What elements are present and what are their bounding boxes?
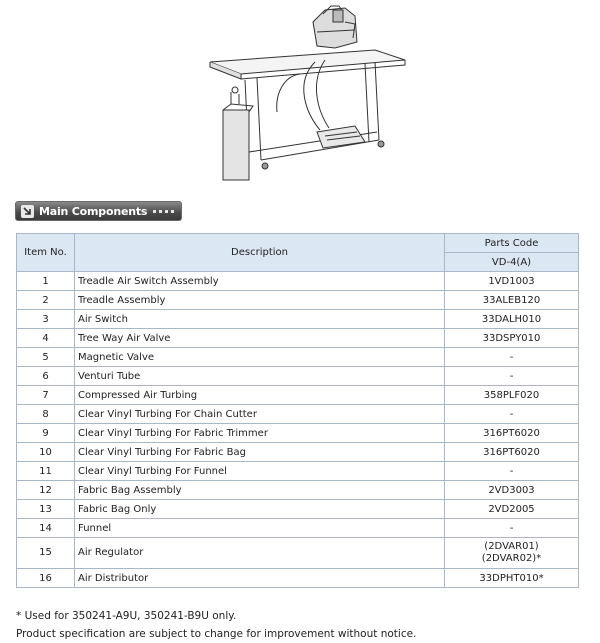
table-row — [17, 424, 579, 443]
header-decoration — [153, 210, 174, 213]
table-row — [17, 367, 579, 386]
item-parts-code: 358PLF020 — [445, 386, 579, 405]
table-row — [17, 538, 579, 569]
header-parts-code: Parts Code — [445, 234, 579, 253]
item-description: Magnetic Valve — [75, 348, 445, 367]
item-number: 1 — [17, 272, 75, 291]
item-number: 12 — [17, 481, 75, 500]
table-body — [17, 272, 579, 588]
item-description: Tree Way Air Valve — [75, 329, 445, 348]
header-model: VD-4(A) — [445, 253, 579, 272]
item-number: 11 — [17, 462, 75, 481]
item-description: Compressed Air Turbing — [75, 386, 445, 405]
item-parts-code: - — [445, 367, 579, 386]
footnotes — [16, 607, 416, 643]
parts-code-line: (2DVAR01) — [484, 541, 539, 552]
parts-code-line: (2DVAR02)* — [481, 553, 542, 564]
item-parts-code — [445, 538, 579, 569]
item-number: 8 — [17, 405, 75, 424]
item-parts-code: 316PT6020 — [445, 443, 579, 462]
sewing-machine-stand-illustration — [205, 2, 420, 190]
item-number: 2 — [17, 291, 75, 310]
table-row — [17, 329, 579, 348]
item-number: 3 — [17, 310, 75, 329]
header-item-no: Item No. — [17, 234, 75, 272]
item-parts-code: 33ALEB120 — [445, 291, 579, 310]
item-description: Treadle Assembly — [75, 291, 445, 310]
section-title: Main Components — [39, 204, 148, 218]
item-parts-code: 33DPHT010* — [445, 569, 579, 588]
item-number: 7 — [17, 386, 75, 405]
table-row — [17, 569, 579, 588]
table-row — [17, 386, 579, 405]
header-description: Description — [75, 234, 445, 272]
table-row — [17, 272, 579, 291]
table-row — [17, 291, 579, 310]
item-number: 4 — [17, 329, 75, 348]
table-row — [17, 481, 579, 500]
parts-table — [16, 233, 579, 588]
item-parts-code: 33DSPY010 — [445, 329, 579, 348]
table-row — [17, 500, 579, 519]
item-parts-code: - — [445, 405, 579, 424]
item-parts-code: - — [445, 348, 579, 367]
table-row — [17, 462, 579, 481]
item-description: Venturi Tube — [75, 367, 445, 386]
item-description: Clear Vinyl Turbing For Funnel — [75, 462, 445, 481]
item-description: Treadle Air Switch Assembly — [75, 272, 445, 291]
item-number: 14 — [17, 519, 75, 538]
item-number: 15 — [17, 538, 75, 569]
item-description: Clear Vinyl Turbing For Fabric Bag — [75, 443, 445, 462]
item-description: Fabric Bag Only — [75, 500, 445, 519]
item-number: 5 — [17, 348, 75, 367]
item-number: 6 — [17, 367, 75, 386]
item-description: Funnel — [75, 519, 445, 538]
item-description: Air Switch — [75, 310, 445, 329]
footnote-disclaimer: Product specification are subject to change for improvement without notice. — [16, 628, 417, 640]
item-description: Fabric Bag Assembly — [75, 481, 445, 500]
item-parts-code: 316PT6020 — [445, 424, 579, 443]
item-parts-code: - — [445, 519, 579, 538]
item-parts-code: 33DALH010 — [445, 310, 579, 329]
table-row — [17, 443, 579, 462]
item-description: Clear Vinyl Turbing For Chain Cutter — [75, 405, 445, 424]
item-parts-code: 2VD3003 — [445, 481, 579, 500]
footnote-usage: * Used for 350241-A9U, 350241-B9U only. — [16, 610, 237, 622]
item-description: Air Regulator — [75, 538, 445, 569]
table-row — [17, 310, 579, 329]
item-number: 9 — [17, 424, 75, 443]
item-number: 13 — [17, 500, 75, 519]
item-parts-code: - — [445, 462, 579, 481]
table-row — [17, 405, 579, 424]
table-row — [17, 519, 579, 538]
item-number: 16 — [17, 569, 75, 588]
item-number: 10 — [17, 443, 75, 462]
arrow-down-right-icon — [21, 205, 34, 218]
item-description: Air Distributor — [75, 569, 445, 588]
item-parts-code: 2VD2005 — [445, 500, 579, 519]
item-description: Clear Vinyl Turbing For Fabric Trimmer — [75, 424, 445, 443]
table-row — [17, 348, 579, 367]
item-parts-code: 1VD1003 — [445, 272, 579, 291]
main-components-header — [15, 201, 182, 221]
